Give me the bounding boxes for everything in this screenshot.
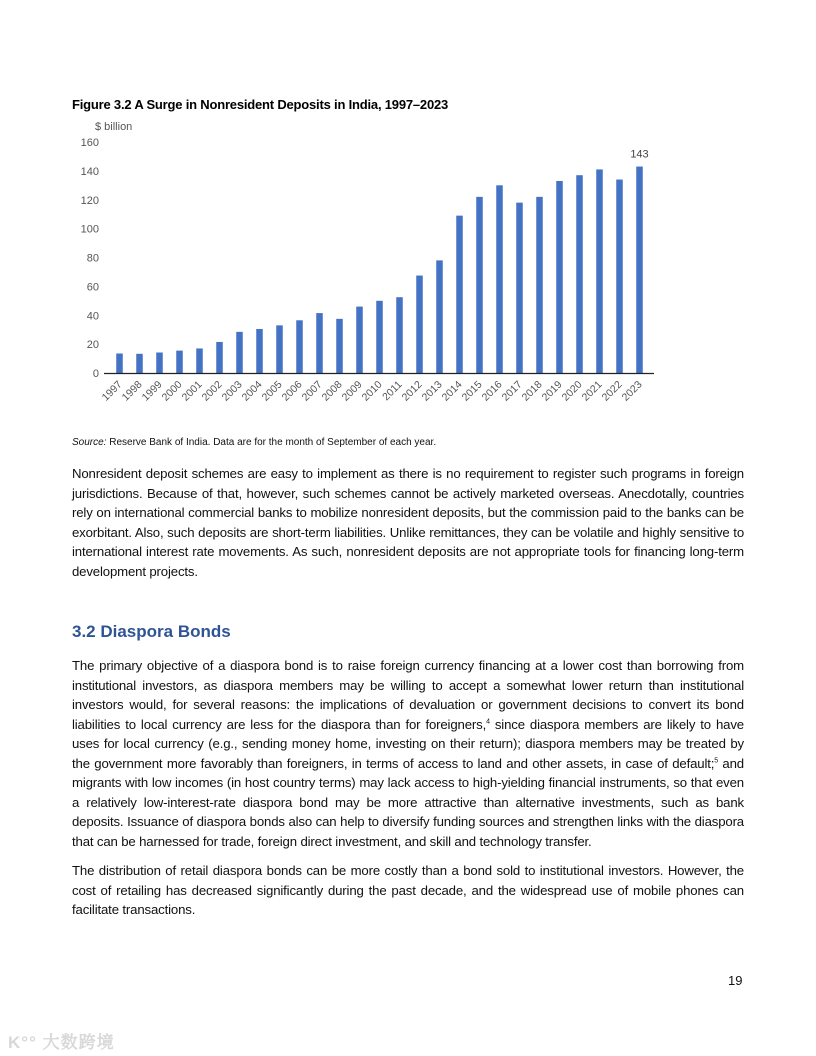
bar-2013 bbox=[436, 260, 443, 373]
data-label-2023: 143 bbox=[630, 148, 649, 161]
para-text: The primary objective of a diaspora bond is to raise foreign currency financing at a lower cost than borrowing from institutional investors, as diaspora members may be willing to accept a somewhat lower return than institutional investors would, for several reasons: the implications of devaluation or government decisions to convert its bond liabilities to local currency are less for the diaspora than for foreigners, bbox=[72, 658, 744, 732]
y-tick-label: 100 bbox=[80, 223, 99, 236]
watermark-logo: K°° 大数跨境 bbox=[8, 1033, 115, 1052]
figure-title: Figure 3.2 A Surge in Nonresident Deposits in India, 1997–2023 bbox=[72, 97, 449, 112]
bar-2014 bbox=[456, 216, 463, 373]
bar-2020 bbox=[576, 175, 583, 373]
bar-2008 bbox=[336, 319, 343, 373]
x-tick-label: 2000 bbox=[159, 378, 185, 404]
bar-1998 bbox=[136, 354, 143, 373]
x-tick-label: 2023 bbox=[619, 378, 645, 404]
footnote-ref-5[interactable]: 5 bbox=[714, 757, 719, 765]
x-tick-label: 2017 bbox=[499, 378, 525, 404]
page-number: 19 bbox=[728, 973, 743, 988]
x-tick-label: 2018 bbox=[519, 378, 545, 404]
bar-2016 bbox=[496, 185, 503, 373]
x-tick-label: 2021 bbox=[579, 378, 605, 404]
bar-2012 bbox=[416, 276, 423, 373]
x-tick-label: 2004 bbox=[239, 378, 265, 404]
x-tick-label: 2013 bbox=[419, 378, 445, 404]
y-tick-label: 120 bbox=[80, 194, 99, 207]
x-tick-label: 2015 bbox=[459, 378, 485, 404]
x-tick-label: 2003 bbox=[219, 378, 245, 404]
y-tick-label: 40 bbox=[86, 310, 99, 323]
footnote-ref-4[interactable]: 4 bbox=[486, 718, 490, 726]
bar-2002 bbox=[216, 342, 223, 373]
bar-2000 bbox=[176, 351, 183, 373]
para-text: since diaspora members are likely to have uses for local currency (e.g., sending money home, investing on their return); diaspora members may be treated by the government more favorably than foreigners, in terms of access to land and other assets, in case of default; bbox=[72, 716, 744, 771]
x-tick-label: 2020 bbox=[559, 378, 585, 404]
source-text: Reserve Bank of India. Data are for the month of September of each year. bbox=[106, 437, 437, 448]
x-tick-label: 2014 bbox=[439, 378, 465, 404]
paragraph-nonresident-deposits: Nonresident deposit schemes are easy to implement as there is no requirement to register such programs in foreign jurisdictions. Because of that, however, such schemes cannot be actively marketed overseas. Anecdotally, countries rely on international commercial banks to mobilize nonresident deposits, but the commission paid to the banks can be exorbitant. Also, such deposits are short-term liabilities. Unlike remittances, they can be volatile and highly sensitive to international interest rate movements. As such, nonresident deposits are not appropriate tools for financing long-term development projects. bbox=[72, 466, 744, 579]
bar-2022 bbox=[616, 180, 623, 373]
x-tick-label: 2011 bbox=[380, 378, 405, 404]
x-tick-label: 2010 bbox=[359, 378, 385, 404]
bar-2011 bbox=[396, 297, 403, 373]
y-tick-label: 20 bbox=[86, 339, 99, 352]
x-tick-label: 2009 bbox=[339, 378, 365, 404]
section-heading: 3.2 Diaspora Bonds bbox=[72, 622, 231, 641]
y-tick-label: 80 bbox=[86, 252, 99, 265]
bar-2003 bbox=[236, 332, 243, 373]
bar-2004 bbox=[256, 329, 263, 373]
bar-2017 bbox=[516, 203, 523, 373]
x-tick-label: 2001 bbox=[179, 378, 205, 404]
x-tick-label: 2016 bbox=[479, 378, 505, 404]
bar-2021 bbox=[596, 169, 603, 373]
x-tick-label: 2005 bbox=[259, 378, 285, 404]
x-tick-label: 1999 bbox=[139, 378, 165, 404]
y-tick-label: 60 bbox=[86, 281, 99, 294]
x-tick-label: 2007 bbox=[299, 378, 325, 404]
source-label: Source: bbox=[72, 437, 107, 448]
x-tick-label: 2019 bbox=[539, 378, 565, 404]
paragraph-retail-distribution: The distribution of retail diaspora bonds can be more costly than a bond sold to institutional investors. However, the cost of retailing has decreased significantly during the past decade, and the widespread use of mobile phones can facilitate transactions. bbox=[72, 863, 744, 917]
y-tick-label: 0 bbox=[92, 368, 99, 380]
x-tick-label: 1998 bbox=[119, 378, 145, 404]
bar-2015 bbox=[476, 197, 483, 373]
x-tick-label: 2012 bbox=[399, 378, 425, 404]
bar-2019 bbox=[556, 181, 563, 373]
bar-chart bbox=[60, 118, 660, 418]
x-tick-label: 2006 bbox=[279, 378, 305, 404]
bar-2007 bbox=[316, 313, 323, 373]
y-tick-label: 160 bbox=[80, 137, 99, 149]
figure-source bbox=[72, 437, 436, 448]
y-axis-label: $ billion bbox=[95, 121, 133, 133]
x-tick-label: 2022 bbox=[599, 378, 625, 404]
bar-2010 bbox=[376, 301, 383, 373]
chart-canvas bbox=[60, 118, 660, 418]
bar-1999 bbox=[156, 352, 163, 373]
bar-2009 bbox=[356, 307, 363, 373]
x-tick-label: 2008 bbox=[319, 378, 345, 404]
para-text: and migrants with low incomes (in host country terms) may lack access to high-yielding financial instruments, so that even a relatively low-interest-rate diaspora bond may be more attractive than alternative investments, such as bank deposits. Issuance of diaspora bonds also can help to diversify funding sources and strengthen links with the diaspora that can be harnessed for trade, foreign direct investment, and skill and technology transfer. bbox=[72, 755, 744, 849]
bar-2001 bbox=[196, 348, 203, 373]
bar-2023 bbox=[636, 167, 643, 373]
paragraph-diaspora-bonds-objective bbox=[72, 656, 744, 851]
x-tick-label: 1997 bbox=[99, 378, 125, 404]
y-tick-label: 140 bbox=[80, 165, 99, 178]
bar-2006 bbox=[296, 320, 303, 373]
bar-2018 bbox=[536, 197, 543, 373]
bar-2005 bbox=[276, 325, 283, 373]
bar-1997 bbox=[116, 354, 123, 373]
x-tick-label: 2002 bbox=[199, 378, 225, 404]
